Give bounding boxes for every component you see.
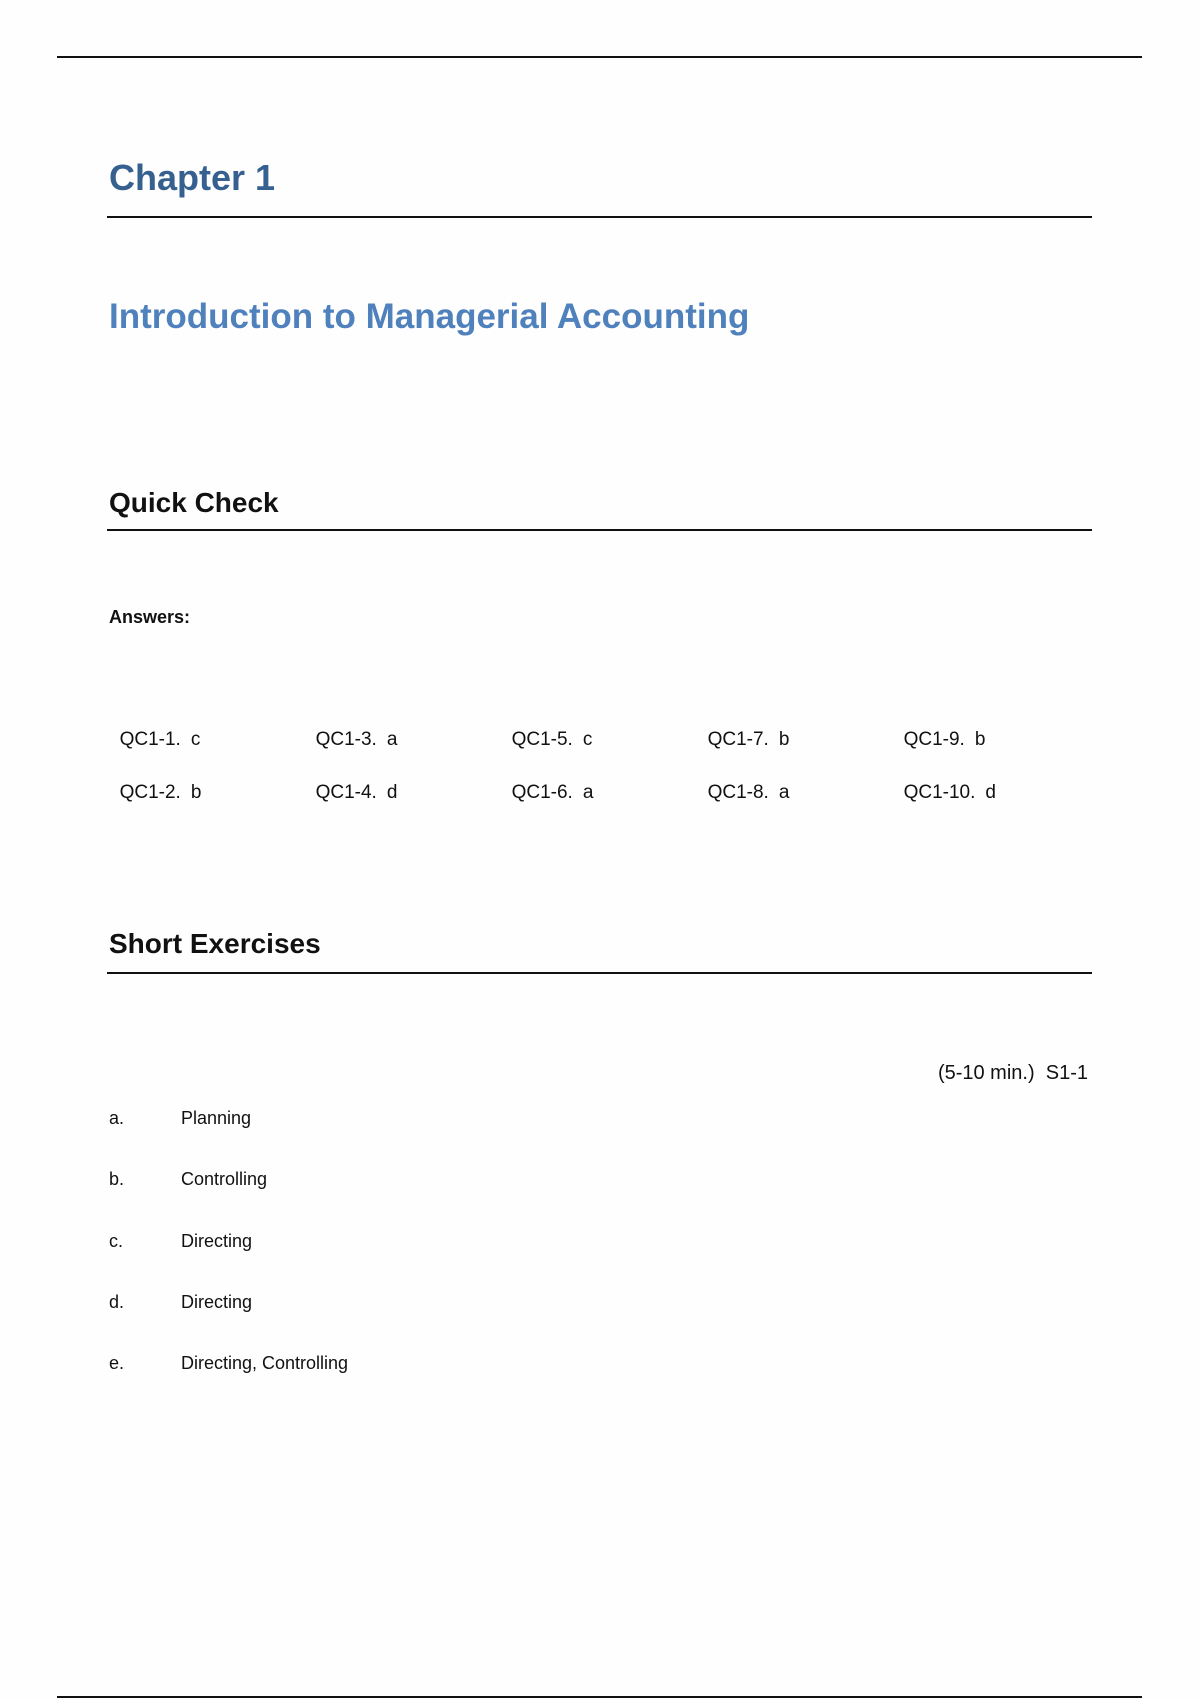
exercise-item (109, 1169, 267, 1190)
exercise-text: Directing (181, 1231, 253, 1251)
answer-value: b (190, 782, 202, 803)
chapter-title: Chapter 1 (109, 157, 276, 198)
answer-item (893, 707, 985, 751)
exercise-letter: e. (109, 1353, 125, 1373)
answer-value: c (190, 729, 201, 750)
exercise-letter: c. (109, 1231, 124, 1251)
chapter-title-rule (107, 216, 1092, 218)
answer-question: QC1-7. (707, 729, 769, 750)
page-top-rule (57, 56, 1142, 58)
answer-value: a (778, 782, 790, 803)
exercise-item (109, 1231, 252, 1252)
answer-item (305, 707, 397, 751)
answer-question: QC1-2. (119, 782, 181, 803)
exercise-letter: d. (109, 1292, 125, 1312)
answer-item (501, 707, 592, 751)
answer-value: a (582, 782, 594, 803)
short-exercises-heading: Short Exercises (109, 928, 321, 959)
answer-item (501, 760, 593, 804)
answer-item (305, 760, 397, 804)
exercise-letter: b. (109, 1169, 125, 1189)
exercise-time-label: (5-10 min.) S1-1 (937, 1062, 1088, 1084)
answer-value: d (386, 782, 398, 803)
short-exercises-rule (107, 972, 1092, 974)
answer-value: c (582, 729, 593, 750)
answer-question: QC1-3. (315, 729, 377, 750)
exercise-text: Planning (181, 1108, 252, 1128)
answer-question: QC1-8. (707, 782, 769, 803)
answer-question: QC1-1. (119, 729, 181, 750)
exercise-item (109, 1292, 252, 1313)
exercise-text: Controlling (181, 1169, 268, 1189)
answer-item (109, 760, 201, 804)
answer-question: QC1-10. (903, 782, 976, 803)
answer-item (893, 760, 996, 804)
answer-question: QC1-9. (903, 729, 965, 750)
exercise-text: Directing, Controlling (181, 1353, 349, 1373)
answer-item (697, 760, 789, 804)
answer-value: a (386, 729, 398, 750)
quick-check-rule (107, 529, 1092, 531)
exercise-text: Directing (181, 1292, 253, 1312)
answer-item (109, 707, 200, 751)
answers-label: Answers: (109, 607, 191, 627)
answer-question: QC1-5. (511, 729, 573, 750)
quick-check-heading: Quick Check (109, 487, 279, 518)
answer-value: b (974, 729, 986, 750)
answer-value: b (778, 729, 790, 750)
exercise-item (109, 1108, 251, 1129)
answer-item (697, 707, 789, 751)
answer-question: QC1-4. (315, 782, 377, 803)
page-bottom-rule (57, 1696, 1142, 1698)
chapter-subtitle: Introduction to Managerial Accounting (109, 297, 750, 336)
answer-question: QC1-6. (511, 782, 573, 803)
exercise-letter: a. (109, 1108, 125, 1128)
answer-value: d (985, 782, 996, 803)
exercise-item (109, 1353, 348, 1374)
